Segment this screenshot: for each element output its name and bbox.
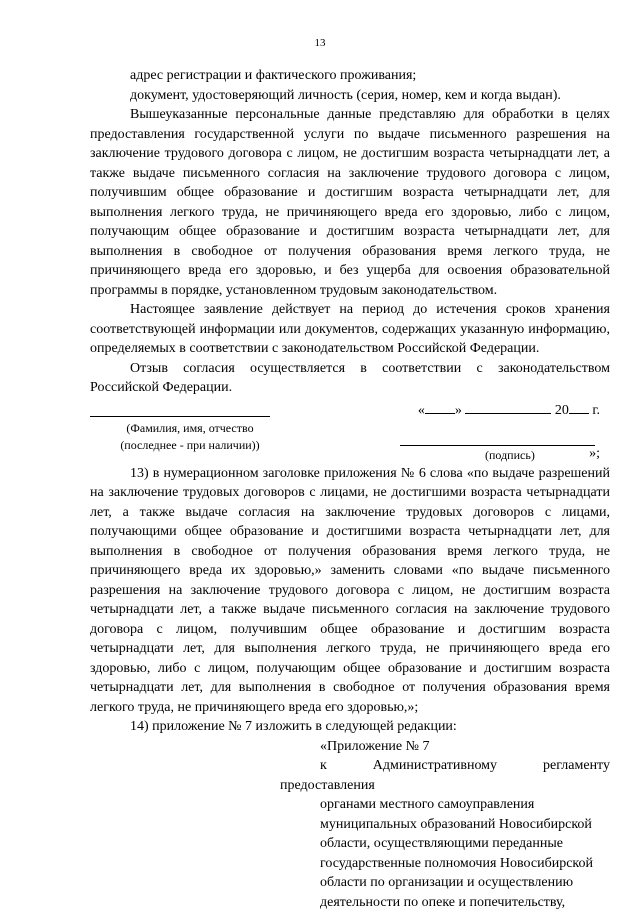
paragraph-identity-document: документ, удостоверяющий личность (серия, номер, кем и когда выдан). [90, 86, 610, 106]
name-caption-line-1: (Фамилия, имя, отчество [90, 420, 290, 437]
date-field [418, 399, 600, 421]
signature-caption: (подпись) [485, 446, 535, 466]
name-caption [90, 420, 290, 454]
appendix-heading [90, 737, 610, 912]
paragraph-consent-purpose: Вышеуказанные персональные данные представляю для обработки в целях предоставления государственной услуги по выдаче письменного разрешения на заключение трудового договора с лицом, не достигшим возраста четырнадцати лет, а также выдаче письменного согласия на заключение трудового договора с лицом, получившим общее образование и достигшим возраста четырнадцати лет, для выполнения легкого труда, не причиняющего вреда его здоровью, либо с лицом, получающим общее образование и достигшим возраста четырнадцати лет, для выполнения в свободное от получения образования время легкого труда, не причиняющего вреда его здоровью, и без ущерба для освоения образовательной программы в порядке, установленном трудовым законодательством. [90, 105, 610, 300]
name-underline [90, 416, 270, 417]
year-suffix: г. [592, 403, 600, 418]
appendix-line: области, осуществляющими переданные [90, 834, 610, 854]
appendix-line: органами местного самоуправления [90, 795, 610, 815]
paragraph-withdrawal: Отзыв согласия осуществляется в соответствии с законодательством Российской Федерации. [90, 359, 610, 398]
year-prefix: 20 [555, 403, 569, 418]
month-blank [465, 399, 551, 414]
year-blank [569, 399, 589, 414]
appendix-line: деятельности по опеке и попечительству, [90, 893, 610, 912]
date-close-quote: » [455, 403, 462, 418]
appendix-line: государственные полномочия Новосибирской [90, 854, 610, 874]
page-number: 13 [0, 37, 640, 49]
appendix-line: муниципальных образований Новосибирской [90, 815, 610, 835]
name-caption-line-2: (последнее - при наличии)) [90, 437, 290, 454]
appendix-line: области по организации и осуществлению [90, 873, 610, 893]
paragraph-item-14: 14) приложение № 7 изложить в следующей редакции: [90, 717, 610, 737]
paragraph-item-13: 13) в нумерационном заголовке приложения № 6 слова «по выдаче разрешений на заключение трудовых договоров с лицами, не достигшими возраста четырнадцати лет, а также выдаче согласия на заключение трудовых договоров с лицами, получающими общее образование и достигшими возраста четырнадцати лет, для выполнения в свободное от получения образования время легкого труда, не причиняющего вреда их здоровью,» заменить словами «по выдаче письменного разрешения на заключение трудового договора с лицом, не достигшим возраста четырнадцати лет, а также выдаче письменного согласия на заключение трудового договора с лицом, получившим общее образование и достигшим возраста четырнадцати лет, для выполнения легкого труда, не причиняющего вреда его здоровью, либо с лицом, получающим общее образование и достигшим возраста четырнадцати лет, для выполнения в свободное от получения образования время легкого труда, не причиняющего вреда его здоровью,»; [90, 464, 610, 718]
paragraph-address: адрес регистрации и фактического проживания; [90, 66, 610, 86]
appendix-line: «Приложение № 7 [90, 737, 610, 757]
date-open-quote: « [418, 403, 425, 418]
paragraph-validity-period: Настоящее заявление действует на период до истечения сроков хранения соответствующей информации или документов, содержащих указанную информацию, определяемых в соответствии с законодательством Российской Федерации. [90, 300, 610, 359]
signature-end-mark: »; [589, 444, 600, 464]
document-body [90, 66, 610, 912]
signature-block [90, 398, 610, 464]
appendix-line: к Административному регламенту предоставления [90, 756, 610, 795]
day-blank [425, 399, 455, 414]
